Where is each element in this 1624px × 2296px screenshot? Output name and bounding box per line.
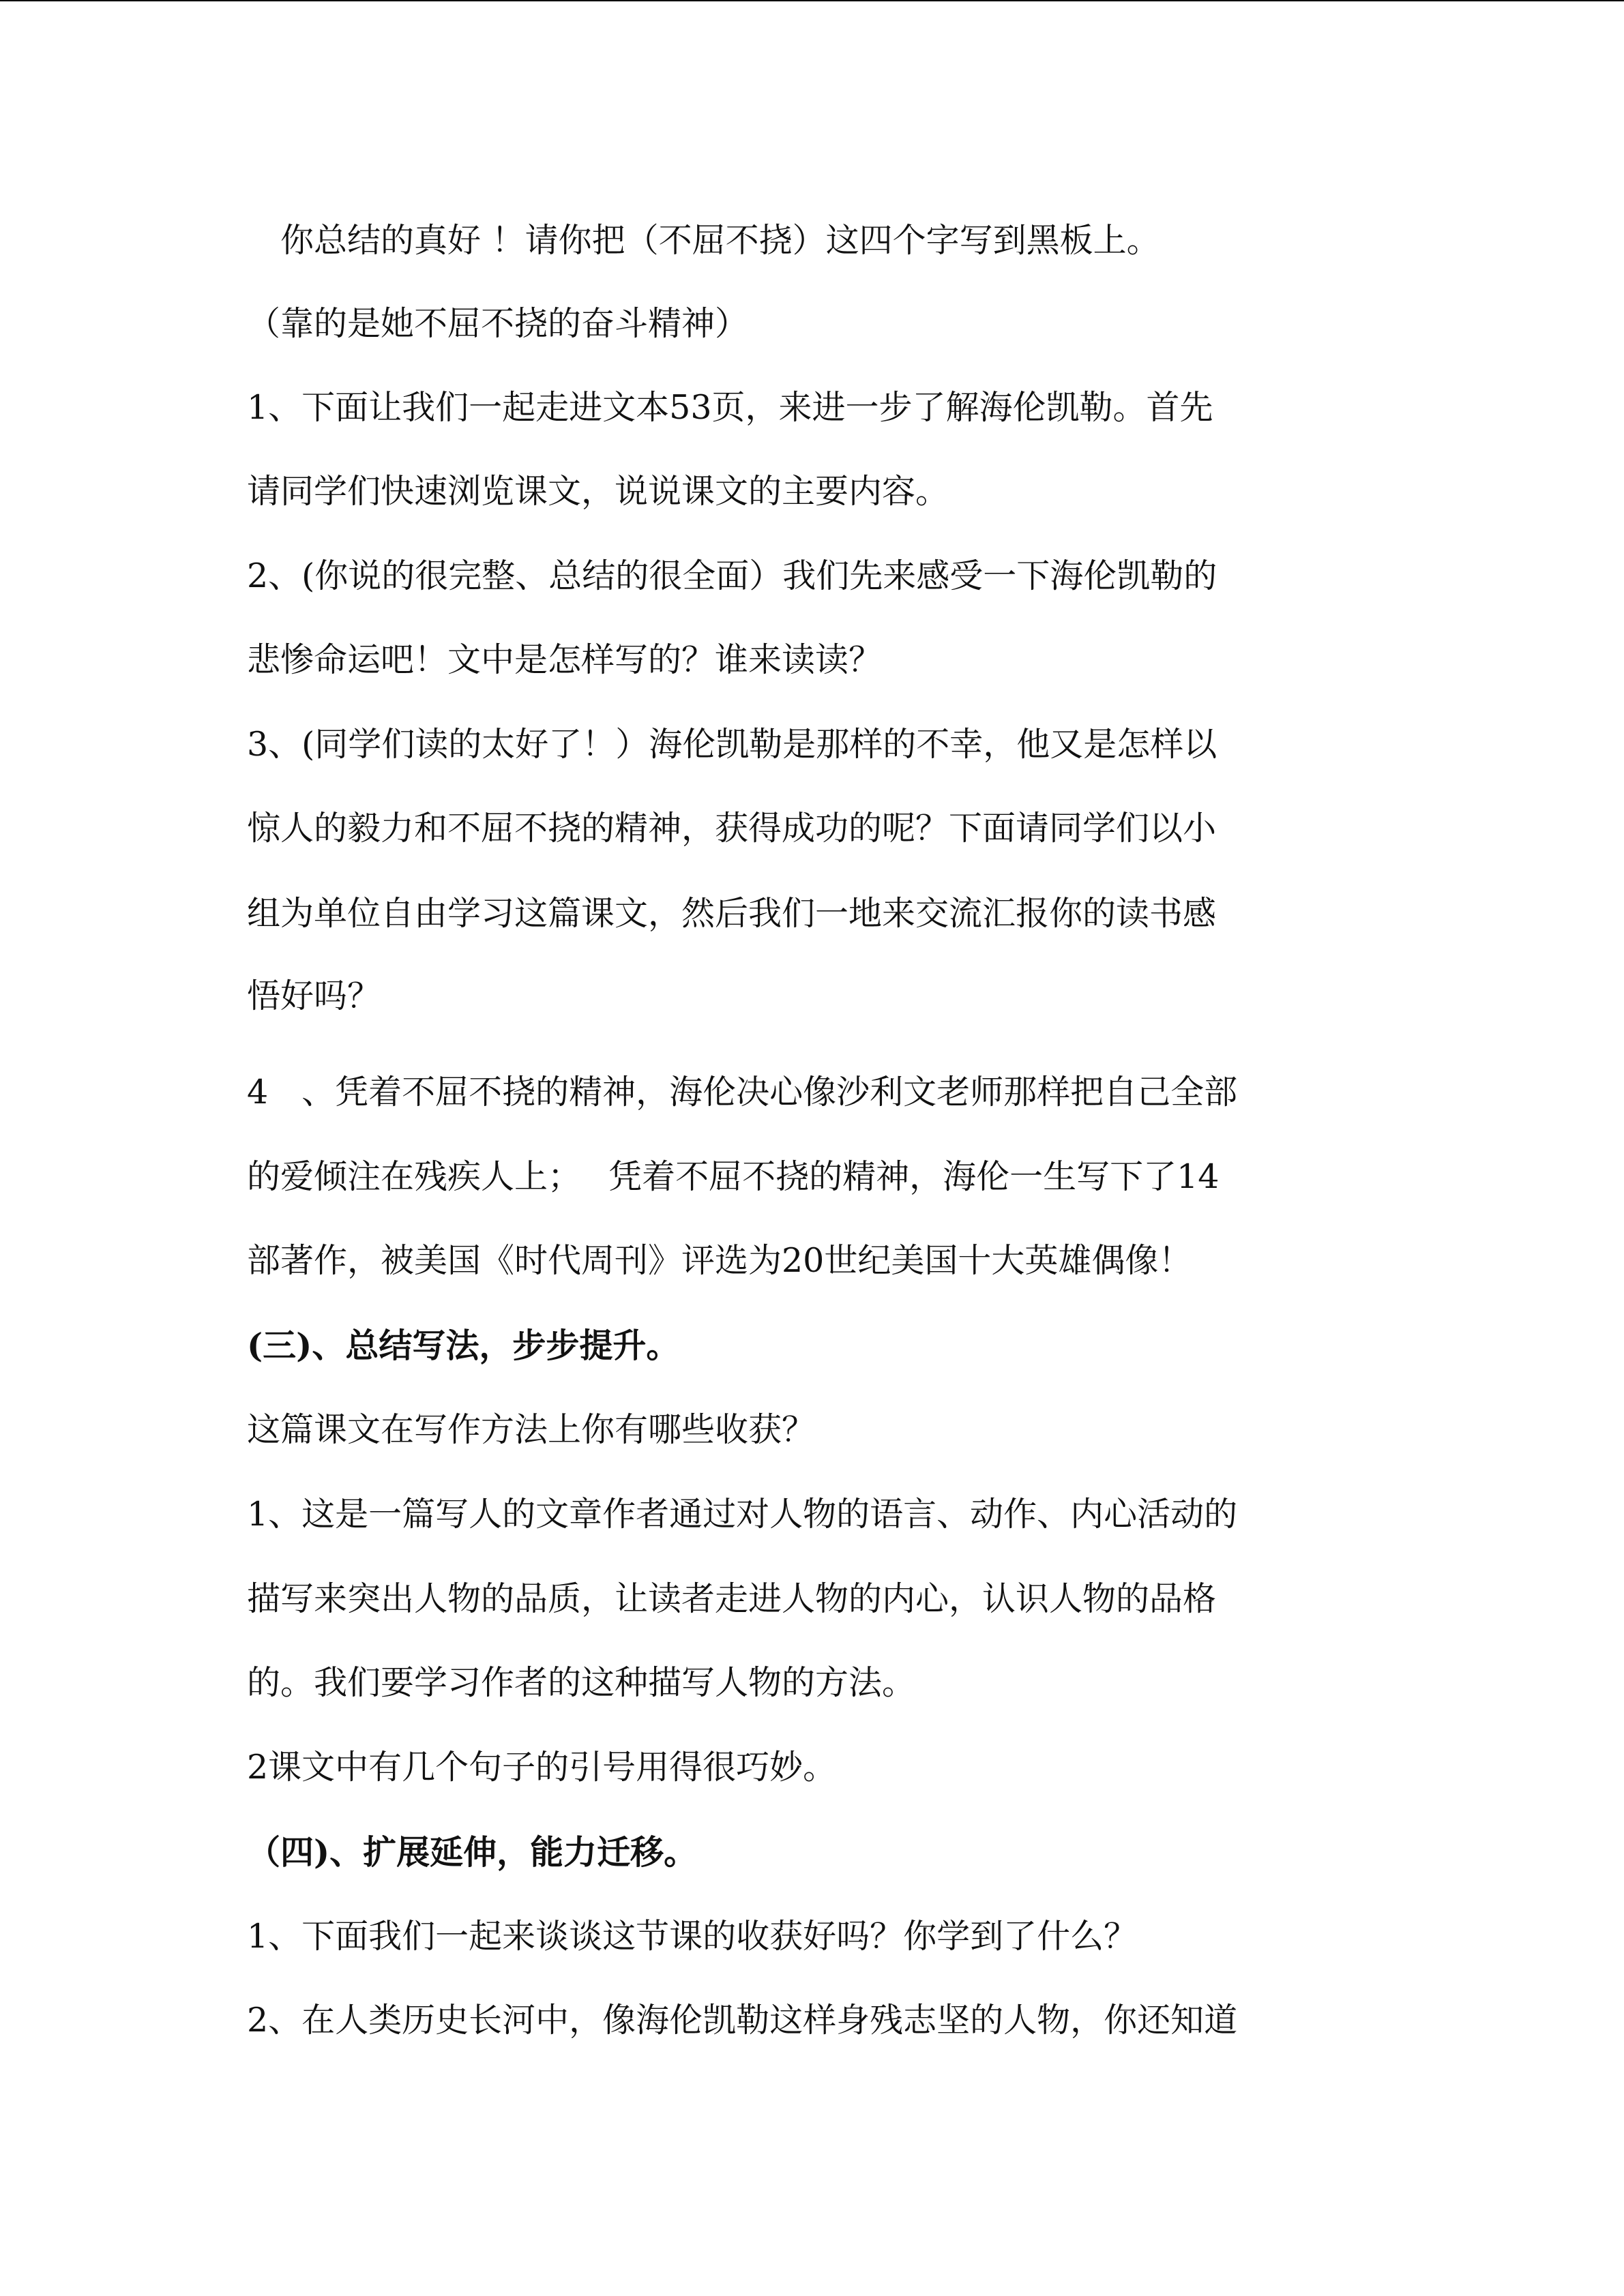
- paragraph-method-1-line-1: 1、这是一篇写人的文章作者通过对人物的语言、动作、内心活动的: [247, 1495, 1238, 1534]
- paragraph-step-3-line-3: 组为单位自由学习这篇课文，然后我们一地来交流汇报你的读书感: [247, 894, 1217, 933]
- paragraph-step-4-line-1: 4 、凭着不屈不挠的精神，海伦决心像沙利文老师那样把自己全部: [247, 1073, 1238, 1112]
- paragraph-spirit-note: （靠的是她不屈不挠的奋斗精神）: [247, 304, 749, 343]
- paragraph-step-2-line-1: 2、(你说的很完整、总结的很全面）我们先来感受一下海伦凯勒的: [247, 556, 1217, 595]
- section-heading-4: （四)、扩展延伸，能力迁移。: [247, 1832, 698, 1872]
- paragraph-writing-method-question: 这篇课文在写作方法上你有哪些收获？: [247, 1410, 816, 1449]
- paragraph-method-1-line-3: 的。我们要学习作者的这种描写人物的方法。: [247, 1663, 916, 1702]
- paragraph-step-1-line-1: 1、下面让我们一起走进文本53页，来进一步了解海伦凯勒。首先: [247, 388, 1213, 427]
- paragraph-step-3-line-2: 惊人的毅力和不屈不挠的精神，获得成功的呢？下面请同学们以小: [247, 809, 1217, 848]
- paragraph-extension-1: 1、下面我们一起来谈谈这节课的收获好吗？你学到了什么？: [247, 1917, 1138, 1956]
- paragraph-step-4-line-3: 部著作，被美国《时代周刊》评选为20世纪美国十大英雄偶像！: [247, 1241, 1192, 1280]
- paragraph-step-1-line-2: 请同学们快速浏览课文，说说课文的主要内容。: [247, 472, 949, 511]
- paragraph-extension-2: 2、在人类历史长河中，像海伦凯勒这样身残志坚的人物，你还知道: [247, 2001, 1238, 2040]
- paragraph-method-1-line-2: 描写来突出人物的品质，让读者走进人物的内心，认识人物的品格: [247, 1579, 1217, 1618]
- paragraph-step-4-line-2: 的爱倾注在残疾人上； 凭着不屈不挠的精神，海伦一生写下了14: [247, 1157, 1220, 1196]
- section-heading-3: (三)、总结写法，步步提升。: [247, 1326, 680, 1365]
- paragraph-step-3-line-1: 3、(同学们读的太好了！）海伦凯勒是那样的不幸，他又是怎样以: [247, 725, 1217, 764]
- paragraph-summary-praise: 你总结的真好 ！请你把（不屈不挠）这四个字写到黑板上。: [247, 221, 1160, 260]
- paragraph-step-2-line-2: 悲惨命运吧！文中是怎样写的？谁来读读？: [247, 640, 883, 679]
- paragraph-step-3-line-4: 悟好吗？: [247, 976, 381, 1015]
- paragraph-method-2: 2课文中有几个句子的引号用得很巧妙。: [247, 1748, 837, 1787]
